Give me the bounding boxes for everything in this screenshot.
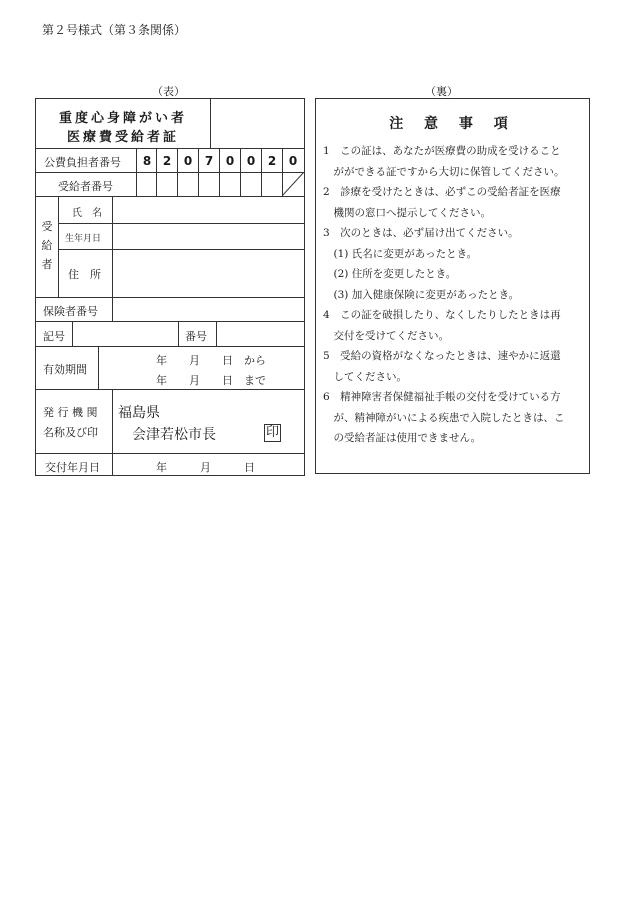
- note-line: 交付を受けてください。: [323, 329, 449, 342]
- bango-label: 番号: [185, 330, 207, 343]
- note-line: 6 精神障害者保健福祉手帳の交付を受けている方: [323, 391, 561, 403]
- payer-digit: 7: [204, 154, 214, 168]
- issue-date-label: 交付年月日: [45, 461, 100, 474]
- label-divider: [112, 389, 113, 475]
- note-line: してください。: [323, 370, 407, 383]
- issuer-label-line2: 名称及び印: [43, 426, 98, 439]
- note-line: が、精神障がいによる疾患で入院したときは、こ: [323, 411, 565, 424]
- label-divider: [98, 346, 99, 389]
- payer-digit: 0: [246, 154, 256, 168]
- slash-mark: [282, 172, 304, 196]
- note-line: (2) 住所を変更したとき。: [323, 268, 457, 280]
- row-divider: [36, 453, 304, 454]
- note-line: 2 診療を受けたときは、必ずこの受給者証を医療: [323, 186, 561, 198]
- payer-digit: 2: [162, 154, 172, 168]
- payer-digit: 0: [288, 154, 298, 168]
- row-divider: [36, 321, 304, 322]
- issuer-prefecture: 福島県: [118, 405, 160, 421]
- title-divider: [210, 99, 211, 148]
- back-side-label: （裏）: [425, 85, 458, 98]
- certificate-back: [315, 98, 590, 474]
- payer-digit: 8: [142, 154, 152, 168]
- note-line: 5 受給の資格がなくなったときは、速やかに返還: [323, 350, 561, 362]
- row-divider: [36, 389, 304, 390]
- recipient-number-label: 受給者番号: [58, 180, 113, 193]
- birthdate-label: 生年月日: [65, 234, 102, 244]
- note-line: 1 この証は、あなたが医療費の助成を受けること: [323, 145, 561, 157]
- front-side-label: （表）: [152, 85, 185, 98]
- form-number-label: 第２号様式（第３条関係）: [42, 23, 187, 37]
- row-divider: [58, 223, 304, 224]
- insurer-number-label: 保険者番号: [43, 305, 98, 318]
- note-line: がができる証ですから大切に保管してください。: [323, 165, 565, 178]
- validity-to: 年 月 日 まで: [156, 374, 266, 387]
- validity-from: 年 月 日 から: [156, 354, 266, 367]
- kigo-label: 記号: [43, 330, 65, 343]
- payer-digit: 2: [267, 154, 277, 168]
- row-divider: [36, 196, 304, 197]
- label-divider: [112, 196, 113, 297]
- label-divider: [178, 321, 179, 346]
- note-line: 3 次のときは、必ず届け出てください。: [323, 227, 519, 239]
- label-divider: [112, 297, 113, 321]
- side-divider: [58, 196, 59, 297]
- label-divider: [216, 321, 217, 346]
- certificate-title-line1: 重度心身障がい者: [58, 111, 187, 126]
- notes-title: 注 意 事 項: [389, 116, 516, 132]
- row-divider: [58, 249, 304, 250]
- payer-digit: 0: [183, 154, 193, 168]
- note-line: (3) 加入健康保険に変更があったとき。: [323, 288, 520, 301]
- certificate-title-line2: 医療費受給者証: [66, 130, 179, 145]
- note-line: 4 この証を破損したり、なくしたりしたときは再: [323, 309, 561, 321]
- official-seal: 印: [266, 425, 280, 440]
- validity-label: 有効期間: [43, 363, 87, 376]
- note-line: の受給者証は使用できません。: [323, 432, 482, 444]
- payer-digit: 0: [225, 154, 235, 168]
- note-line: (1) 氏名に変更があったとき。: [323, 247, 478, 260]
- certificate-front: [35, 98, 305, 476]
- issue-date-value: 年 月 日: [156, 461, 255, 474]
- issuer-mayor: 会津若松市長: [132, 427, 216, 443]
- label-divider: [72, 321, 73, 346]
- address-label: 住 所: [68, 268, 101, 281]
- row-divider: [36, 346, 304, 347]
- row-divider: [36, 297, 304, 298]
- issuer-label-line1: 発 行 機 関: [43, 406, 98, 419]
- name-label: 氏 名: [72, 208, 102, 219]
- payer-number-label: 公費負担者番号: [44, 156, 121, 169]
- row-divider: [36, 172, 304, 173]
- row-divider: [36, 148, 304, 149]
- recipient-side-label: 受 給 者: [41, 220, 53, 271]
- note-line: 機関の窓口へ提示してください。: [323, 206, 491, 219]
